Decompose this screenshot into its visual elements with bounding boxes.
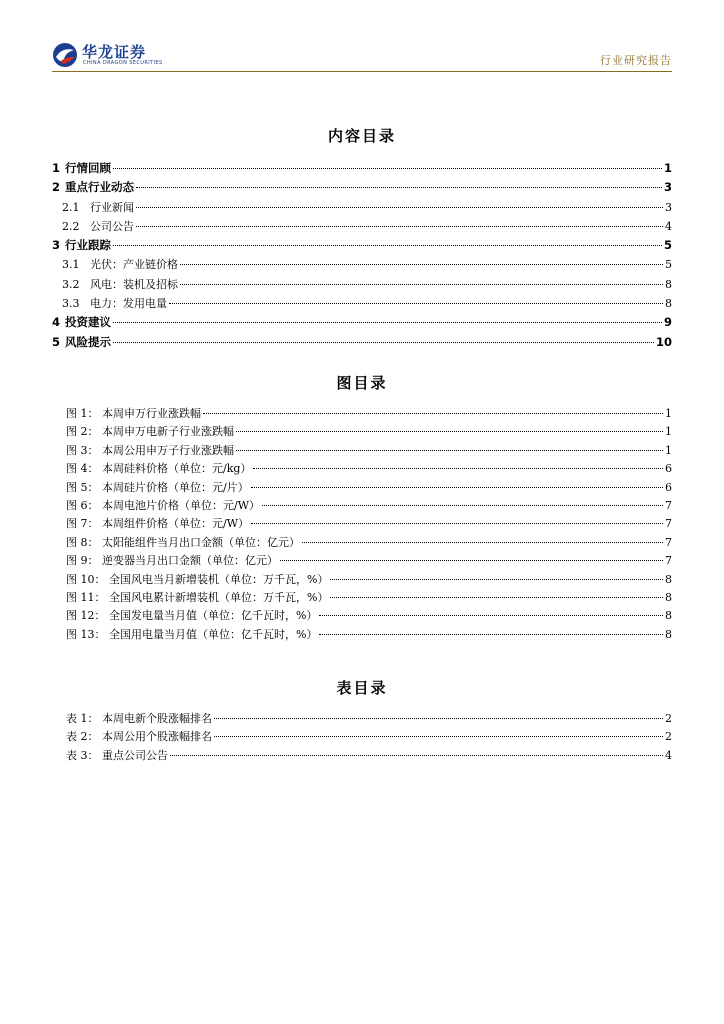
logo-english-name: CHINA DRAGON SECURITIES [83, 60, 163, 66]
entry-label: 投资建议 [65, 315, 111, 330]
contents-entry[interactable] [52, 237, 672, 256]
entry-page-number: 7 [665, 535, 672, 549]
dot-leader [136, 187, 662, 188]
entry-heading [52, 237, 111, 253]
dot-leader [236, 431, 663, 432]
dragon-logo-icon [52, 42, 78, 68]
entry-page-number: 8 [665, 609, 672, 623]
entry-label: 图 10： 全国风电当月新增装机（单位：万千瓦，%） [66, 572, 329, 586]
dot-leader [136, 226, 663, 227]
entry-heading [62, 295, 167, 311]
list-entry[interactable] [66, 460, 672, 478]
dot-leader [330, 579, 663, 580]
contents-entry[interactable] [52, 295, 672, 314]
entry-label: 表 3： 重点公司公告 [66, 748, 168, 762]
entry-page-number: 2 [665, 730, 672, 744]
list-entry[interactable] [66, 607, 672, 625]
entry-heading [52, 314, 111, 330]
entry-label: 图 6： 本周电池片价格（单位：元/W） [66, 498, 261, 512]
entry-label: 图 9： 逆变器当月出口金额（单位：亿元） [66, 554, 278, 568]
entry-page-number: 8 [665, 297, 672, 311]
contents-entry[interactable] [52, 218, 672, 237]
entry-number: 4 [52, 315, 61, 330]
contents-entry[interactable] [52, 256, 672, 275]
list-entry[interactable] [66, 589, 672, 607]
dot-leader [253, 468, 663, 469]
dot-leader [302, 542, 663, 543]
tables-list [66, 710, 672, 765]
entry-label: 行情回顾 [65, 161, 111, 175]
entry-label: 风险提示 [65, 334, 111, 349]
entry-page-number: 6 [665, 480, 672, 494]
dot-leader [251, 487, 663, 488]
entry-page-number: 4 [665, 748, 672, 762]
entry-number: 2.2 [62, 219, 80, 233]
entry-heading [62, 276, 178, 292]
report-type-label: 行业研究报告 [600, 54, 672, 67]
list-entry[interactable] [66, 479, 672, 497]
entry-number: 3.1 [62, 258, 80, 272]
dot-leader [113, 245, 662, 246]
entry-label: 光伏：产业链价格 [90, 258, 178, 272]
dot-leader [113, 342, 654, 343]
entry-number: 1 [52, 161, 61, 175]
entry-number: 2.1 [62, 200, 80, 214]
dot-leader [236, 450, 663, 451]
contents-entry[interactable] [52, 199, 672, 218]
entry-label: 图 4： 本周硅料价格（单位：元/kg） [66, 462, 252, 476]
dot-leader [203, 413, 663, 414]
entry-label: 行业新闻 [90, 200, 134, 214]
list-entry[interactable] [66, 552, 672, 570]
entry-label: 公司公告 [90, 219, 134, 233]
entry-number: 3 [52, 238, 61, 253]
dot-leader [136, 207, 663, 208]
contents-entry[interactable] [52, 276, 672, 295]
list-entry[interactable] [66, 423, 672, 441]
list-entry[interactable] [66, 626, 672, 644]
dot-leader [113, 322, 662, 323]
entry-page-number: 5 [663, 238, 672, 253]
entry-heading [52, 160, 111, 176]
entry-page-number: 3 [665, 200, 672, 214]
tables-title: 表目录 [336, 679, 388, 697]
entry-page-number: 4 [665, 219, 672, 233]
contents-entry[interactable] [52, 179, 672, 198]
entry-heading [62, 218, 134, 234]
list-entry[interactable] [66, 728, 672, 746]
dot-leader [330, 597, 663, 598]
dot-leader [280, 560, 663, 561]
entry-label: 表 1： 本周电新个股涨幅排名 [66, 712, 212, 725]
logo-chinese-name: 华龙证券 [82, 43, 147, 61]
entry-label: 图 3： 本周公用申万子行业涨跌幅 [66, 443, 234, 457]
entry-label: 图 7： 本周组件价格（单位：元/W） [66, 517, 250, 531]
page-header [52, 40, 672, 72]
entry-label: 图 5： 本周硅片价格（单位：元/片） [66, 480, 249, 494]
entry-page-number: 6 [665, 462, 672, 476]
list-entry[interactable] [66, 405, 672, 423]
list-entry[interactable] [66, 497, 672, 515]
entry-label: 电力：发用电量 [90, 297, 167, 311]
entry-label: 图 11： 全国风电累计新增装机（单位：万千瓦，%） [66, 590, 329, 604]
dot-leader [319, 615, 663, 616]
dot-leader [180, 264, 663, 265]
list-entry[interactable] [66, 571, 672, 589]
entry-page-number: 3 [663, 180, 672, 195]
entry-page-number: 8 [665, 590, 672, 604]
entry-page-number: 1 [665, 407, 672, 420]
entry-label: 行业跟踪 [65, 238, 111, 253]
entry-heading [52, 179, 134, 195]
dot-leader [169, 303, 663, 304]
dot-leader [113, 168, 662, 169]
figures-title: 图目录 [336, 374, 388, 392]
entry-page-number: 9 [663, 315, 672, 330]
header-divider [52, 71, 672, 72]
entry-page-number: 7 [665, 554, 672, 568]
entry-number: 3.2 [62, 277, 80, 291]
company-logo [52, 40, 182, 70]
entry-label: 图 1： 本周申万行业涨跌幅 [66, 407, 201, 420]
entry-page-number: 1 [665, 443, 672, 457]
entry-page-number: 5 [665, 258, 672, 272]
dot-leader [319, 634, 663, 635]
entry-label: 重点行业动态 [65, 180, 134, 195]
entry-page-number: 7 [665, 517, 672, 531]
contents-list [52, 160, 672, 353]
entry-page-number: 2 [665, 712, 672, 725]
entry-page-number: 8 [665, 627, 672, 641]
entry-label: 图 12： 全国发电量当月值（单位：亿千瓦时，%） [66, 609, 318, 623]
entry-page-number: 7 [665, 498, 672, 512]
entry-number: 2 [52, 180, 61, 195]
entry-label: 图 8： 太阳能组件当月出口金额（单位：亿元） [66, 535, 300, 549]
contents-entry[interactable] [52, 314, 672, 333]
dot-leader [251, 523, 663, 524]
dot-leader [262, 505, 663, 506]
list-entry[interactable] [66, 442, 672, 460]
entry-page-number: 8 [665, 277, 672, 291]
contents-entry[interactable] [52, 160, 672, 179]
figures-list [66, 405, 672, 644]
list-entry[interactable] [66, 515, 672, 533]
entry-page-number: 1 [663, 161, 672, 175]
entry-label: 图 2： 本周申万电新子行业涨跌幅 [66, 425, 234, 439]
entry-heading [52, 334, 111, 350]
dot-leader [214, 736, 663, 737]
entry-label: 风电：装机及招标 [90, 277, 178, 291]
entry-page-number: 1 [665, 425, 672, 439]
entry-page-number: 8 [665, 572, 672, 586]
dot-leader [170, 755, 663, 756]
entry-label: 图 13： 全国用电量当月值（单位：亿千瓦时，%） [66, 627, 318, 641]
contents-title: 内容目录 [327, 127, 396, 145]
entry-page-number: 10 [655, 334, 672, 349]
contents-entry[interactable] [52, 334, 672, 353]
list-entry[interactable] [66, 747, 672, 765]
entry-heading [62, 199, 134, 215]
entry-heading [62, 256, 178, 272]
entry-number: 5 [52, 334, 61, 349]
dot-leader [180, 284, 663, 285]
list-entry[interactable] [66, 710, 672, 728]
entry-label: 表 2： 本周公用个股涨幅排名 [66, 730, 212, 744]
list-entry[interactable] [66, 534, 672, 552]
entry-number: 3.3 [62, 297, 80, 311]
dot-leader [214, 718, 663, 719]
